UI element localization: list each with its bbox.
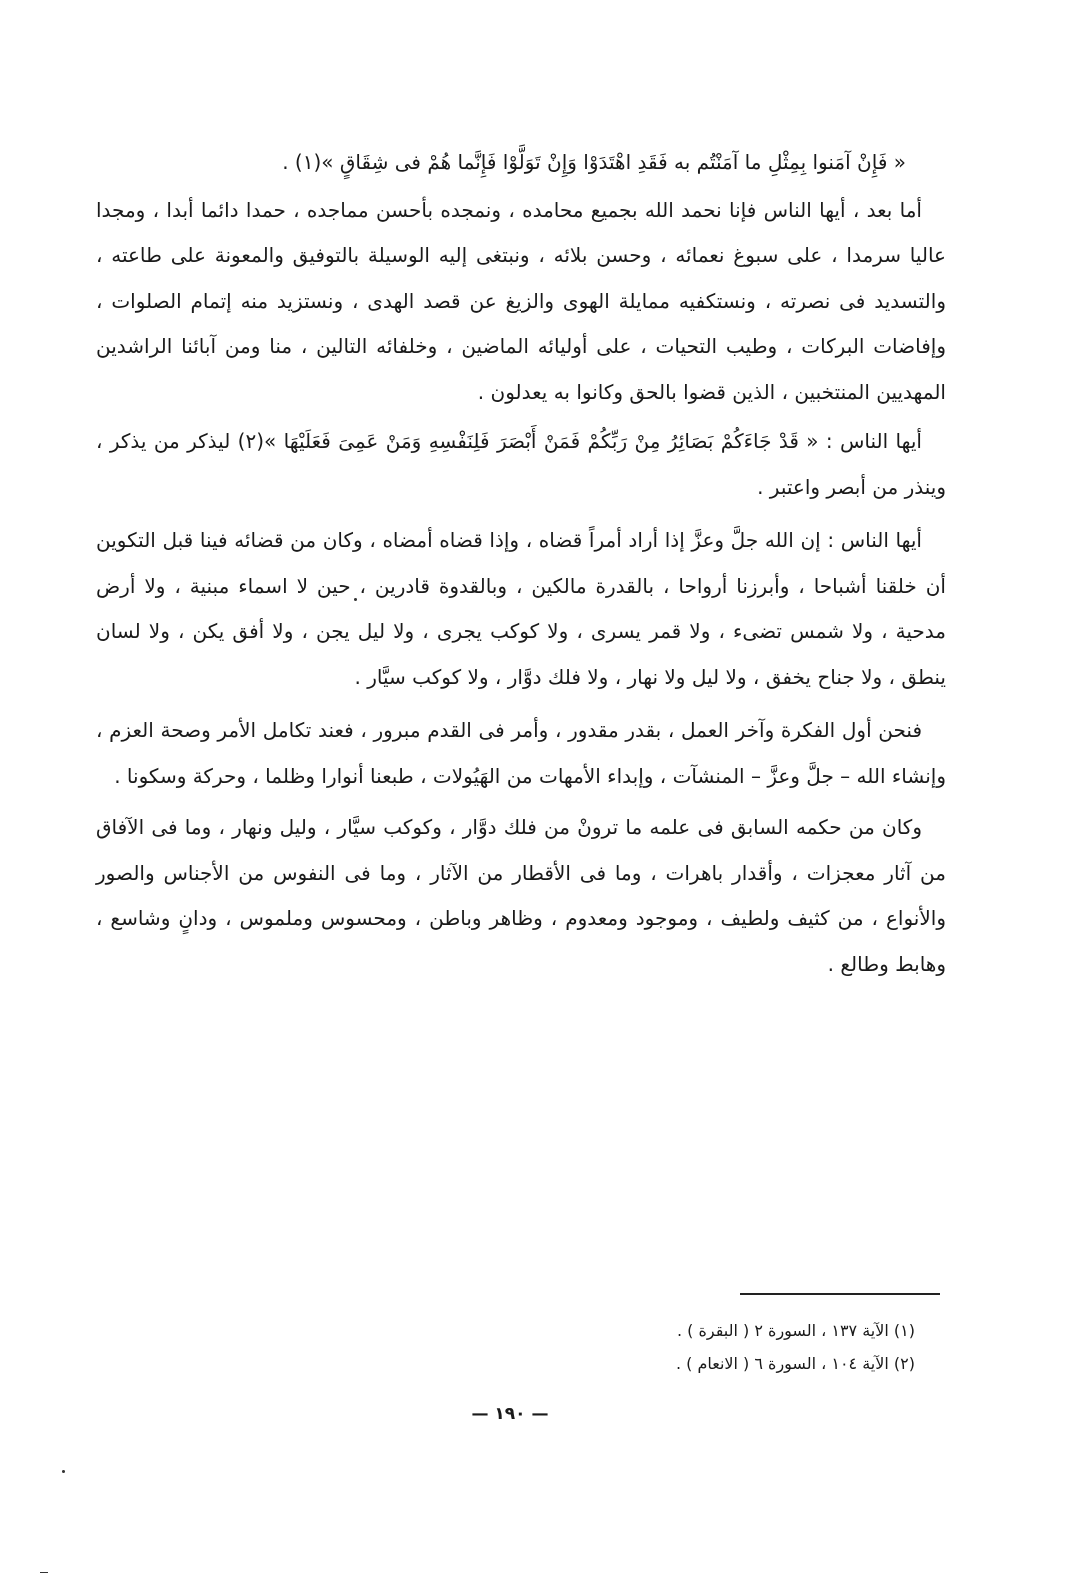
quran-verse: « فَإِنْ آمَنوا بِمِثْلِ ما آمَنْتُم به فَقَدِ اهْتَدَوْا وَإِنْ تَوَلَّوْا فَإِنَّما هُمْ فى شِقَاقٍ »(١) .: [282, 150, 906, 174]
scan-speck: [62, 1470, 65, 1473]
page-number: — ١٩٠ —: [471, 1404, 549, 1424]
paragraph-1: أما بعد ، أيها الناس فإنا نحمد الله بجميع محامده ، ونمجده بأحسن مماجده ، حمدا دائما أبدا ، ومجدا عاليا سرمدا ، على سبوغ نعمائه ، وحسن بلائه ، ونبتغى إليه الوسيلة بالتوفيق والمعونة على طاعته ، والتسديد فى نصرته ، ونستكفيه ممايلة الهوى والزيغ عن قصد الهدى ، ونستزيد منه إتمام الصلوات ، وإفاضات البركات ، وطيب التحيات ، على أوليائه الماضين ، وخلفائه التالين ، منا ومن آبائنا الراشدين المهديين المنتخبين ، الذين قضوا بالحق وكانوا به يعدلون .: [96, 197, 946, 404]
scan-speck: [40, 1572, 48, 1573]
footnote-2: (٢) الآية ١٠٤ ، السورة ٦ ( الانعام ) .: [675, 1354, 915, 1373]
main-text: [96, 140, 946, 987]
scan-speck: [354, 598, 357, 601]
footnote-divider: [740, 1293, 940, 1295]
paragraph-2: أيها الناس : « قَدْ جَاءَكُمْ بَصَائِرُ مِنْ رَبِّكُمْ فَمَنْ أَبْصَرَ فَلِنَفْسِهِ وَمَنْ عَمِىَ فَعَلَيْهَا »(٢) ليذكر من يذكر ، وينذر من أبصر واعتبر .: [96, 429, 946, 499]
paragraph-4: فنحن أول الفكرة وآخر العمل ، بقدر مقدور ، وأمر فى القدم مبرور ، فعند تكامل الأمر وصحة العزم ، وإنشاء الله – جلَّ وعزَّ – المنشآت ، وإبداء الأمهات من الهَيُولات ، طبعنا أنوارا وظلما ، وحركة وسكونا .: [96, 718, 946, 788]
paragraph-5: وكان من حكمه السابق فى علمه ما ترونْ من فلك دوَّار ، وكوكب سيَّار ، وليل ونهار ، وما فى الآفاق من آثار معجزات ، وأقدار باهرات ، وما فى الأقطار من الآثار ، وما فى النفوس من الأجناس والصور والأنواع ، من كثيف ولطيف ، وموجود ومعدوم ، وظاهر وباطن ، ومحسوس وملموس ، ودانٍ وشاسع ، وهابط وطالع .: [96, 815, 946, 976]
footnote-1: (١) الآية ١٣٧ ، السورة ٢ ( البقرة ) .: [677, 1321, 915, 1340]
footnotes: [500, 1314, 915, 1380]
paragraph-3: أيها الناس : إن الله جلَّ وعزَّ إذا أراد أمراً قضاه ، وإذا قضاه أمضاه ، وكان من قضائه فينا قبل التكوين أن خلقنا أشباحا ، وأبرزنا أرواحا ، بالقدرة مالكين ، وبالقدوة قادرين ، حين لا اسماء مبنية ، ولا أرض مدحية ، ولا شمس تضىء ، ولا قمر يسرى ، ولا كوكب يجرى ، ولا ليل يجن ، ولا أفق يكن ، ولا لسان ينطق ، ولا جناح يخفق ، ولا ليل ولا نهار ، ولا فلك دوَّار ، ولا كوكب سيَّار .: [96, 528, 946, 689]
